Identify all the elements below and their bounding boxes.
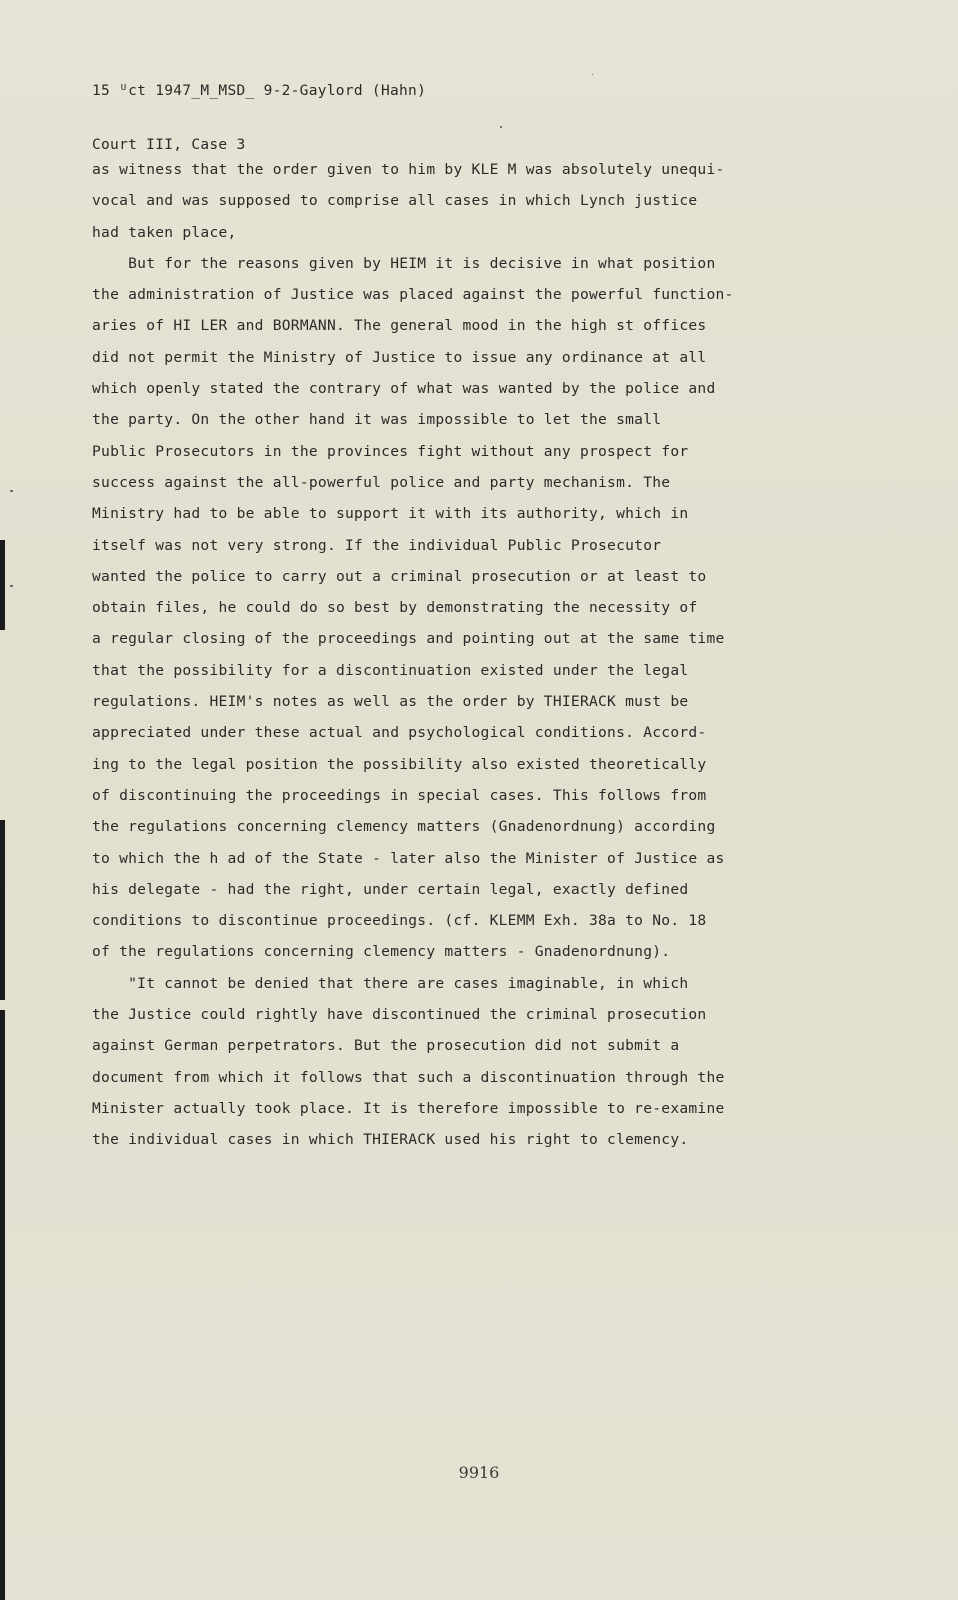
text-line: against German perpetrators. But the prosecution did not submit a xyxy=(92,1037,680,1055)
text-line: as witness that the order given to him by KLE M was absolutely unequi- xyxy=(92,161,725,178)
text-line: of the regulations concerning clemency matters - Gnadenordnung). xyxy=(92,943,671,961)
text-line: vocal and was supposed to comprise all cases in which Lynch justice xyxy=(92,192,698,210)
text-line: the individual cases in which THIERACK used his right to clemency. xyxy=(92,1131,689,1149)
header-court-line: Court III, Case 3 xyxy=(92,137,246,153)
text-line: obtain files, he could do so best by demonstrating the necessity of xyxy=(92,599,698,617)
binding-edge-marks xyxy=(0,0,6,1600)
text-line: Minister actually took place. It is therefore impossible to re-examine xyxy=(92,1099,725,1117)
header-session-line: 15 ᵁct 1947_M_MSD_ 9-2-Gaylord (Hahn) xyxy=(92,83,427,99)
text-line: regulations. HEIM's notes as well as the order by THIERACK must be xyxy=(92,693,689,711)
text-line: Public Prosecutors in the provinces fight without any prospect for xyxy=(92,442,689,460)
text-line: ing to the legal position the possibility also existed theoretically xyxy=(92,755,707,773)
text-line: conditions to discontinue proceedings. (cf. KLEMM Exh. 38a to No. 18 xyxy=(92,912,707,930)
text-line: Ministry had to be able to support it with its authority, which in xyxy=(92,505,689,523)
text-line: to which the h ad of the State - later also the Minister of Justice as xyxy=(92,849,725,867)
text-line: aries of HI LER and BORMANN. The general mood in the high st offices xyxy=(92,317,707,335)
paper-speck xyxy=(10,585,13,587)
text-line: the administration of Justice was placed against the powerful function- xyxy=(92,286,734,304)
paper-speck xyxy=(10,490,13,492)
paper-speck xyxy=(500,126,502,128)
text-line: itself was not very strong. If the individual Public Prosecutor xyxy=(92,536,662,554)
text-line: success against the all-powerful police and party mechanism. The xyxy=(92,473,671,491)
text-line: did not permit the Ministry of Justice to issue any ordinance at all xyxy=(92,348,707,366)
transcript-body xyxy=(92,154,928,1156)
text-line: a regular closing of the proceedings and pointing out at the same time xyxy=(92,630,725,648)
text-line: appreciated under these actual and psychological conditions. Accord- xyxy=(92,724,707,742)
text-line: of discontinuing the proceedings in special cases. This follows from xyxy=(92,786,707,804)
text-line: the Justice could rightly have discontinued the criminal prosecution xyxy=(92,1006,707,1024)
text-line: But for the reasons given by HEIM it is decisive in what position xyxy=(92,254,716,272)
paper-speck xyxy=(592,74,593,75)
text-line: had taken place, xyxy=(92,223,237,241)
text-line: that the possibility for a discontinuation existed under the legal xyxy=(92,661,689,679)
text-line: wanted the police to carry out a criminal prosecution or at least to xyxy=(92,567,707,585)
text-line: his delegate - had the right, under certain legal, exactly defined xyxy=(92,880,689,898)
text-line: "It cannot be denied that there are cases imaginable, in which xyxy=(92,974,689,992)
text-line: document from which it follows that such a discontinuation through the xyxy=(92,1068,725,1086)
page-number: 9916 xyxy=(458,1463,500,1482)
text-line: the regulations concerning clemency matters (Gnadenordnung) according xyxy=(92,818,716,836)
text-line: which openly stated the contrary of what was wanted by the police and xyxy=(92,380,716,398)
text-line: the party. On the other hand it was impossible to let the small xyxy=(92,411,662,429)
